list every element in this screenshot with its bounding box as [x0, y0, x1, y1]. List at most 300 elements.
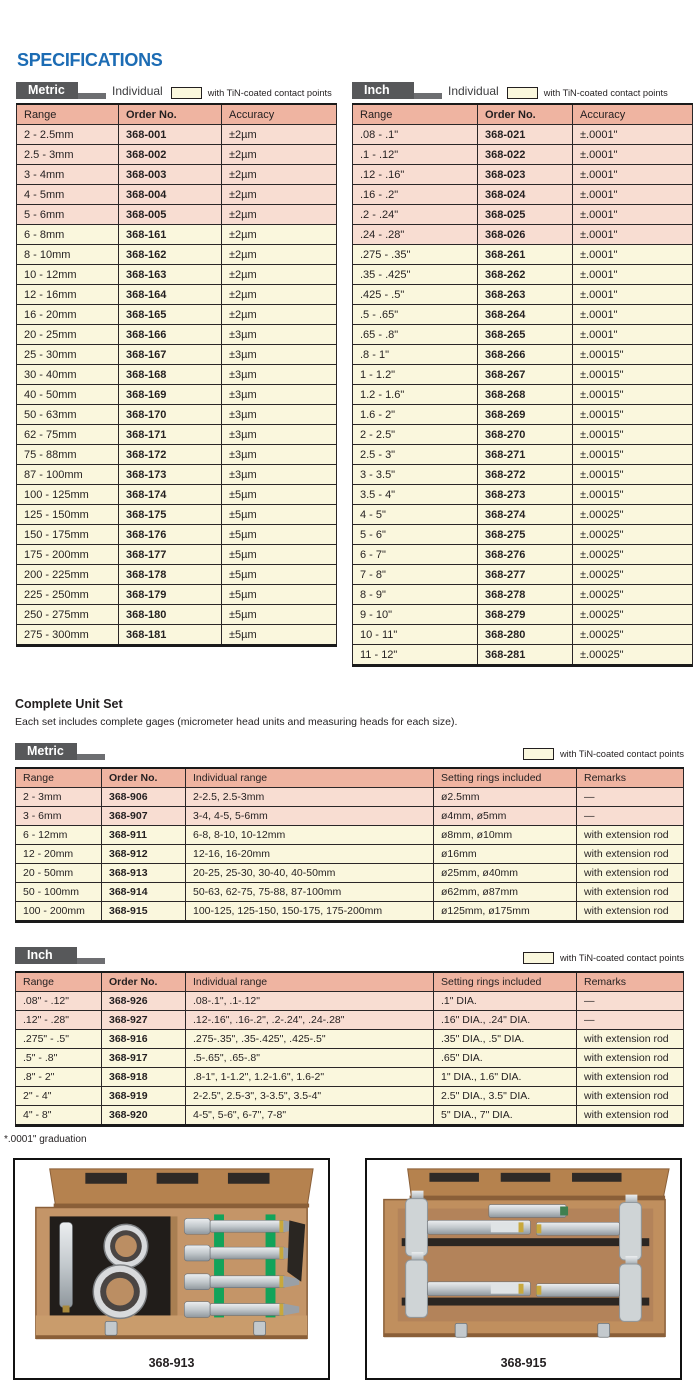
- table-cell: 368-171: [119, 425, 222, 445]
- table-cell: ±.0001": [573, 245, 693, 265]
- page-title: SPECIFICATIONS: [17, 50, 163, 70]
- table-row: [16, 902, 684, 922]
- product-photo-box-368-913: [13, 1158, 330, 1380]
- table-cell: .16" DIA., .24" DIA.: [434, 1011, 577, 1030]
- table-row: [17, 245, 337, 265]
- table-cell: 3 - 3.5": [353, 465, 478, 485]
- table-cell: 368-161: [119, 225, 222, 245]
- product-photo-box-368-915: [365, 1158, 682, 1380]
- tin-legend-label: with TiN-coated contact points: [559, 953, 684, 963]
- column-header: Accuracy: [222, 104, 337, 125]
- table-cell: 12 - 20mm: [16, 845, 102, 864]
- table-cell: 4-5", 5-6", 6-7", 7-8": [186, 1106, 434, 1126]
- table-cell: ±2µm: [222, 185, 337, 205]
- tray-divider: [171, 1216, 178, 1315]
- table-cell: 50 - 100mm: [16, 883, 102, 902]
- table-cell: 368-918: [102, 1068, 186, 1087]
- table-cell: with extension rod: [577, 1030, 684, 1049]
- table-cell: 368-022: [478, 145, 573, 165]
- setting-ring-small: [104, 1224, 148, 1268]
- table-cell: 368-170: [119, 405, 222, 425]
- cus-metric-table: [15, 767, 684, 923]
- table-cell: 100 - 200mm: [16, 902, 102, 922]
- tin-legend: [171, 87, 332, 99]
- table-row: [16, 807, 684, 826]
- table-row: [353, 385, 693, 405]
- table-cell: ±3µm: [222, 365, 337, 385]
- tin-legend: [523, 748, 684, 760]
- table-cell: ±5µm: [222, 585, 337, 605]
- column-header: Setting rings included: [434, 768, 577, 788]
- table-cell: .12" - .28": [16, 1011, 102, 1030]
- table-row: [16, 1106, 684, 1126]
- table-cell: ±3µm: [222, 465, 337, 485]
- table-cell: ±.0001": [573, 305, 693, 325]
- table-row: [16, 864, 684, 883]
- table-cell: 368-002: [119, 145, 222, 165]
- table-cell: ±5µm: [222, 565, 337, 585]
- table-cell: 368-266: [478, 345, 573, 365]
- table-row: [16, 1011, 684, 1030]
- table-cell: 4" - 8": [16, 1106, 102, 1126]
- table-row: [16, 1068, 684, 1087]
- inch-tab: Inch: [15, 947, 77, 964]
- table-row: [16, 845, 684, 864]
- table-cell: 368-172: [119, 445, 222, 465]
- table-cell: 368-920: [102, 1106, 186, 1126]
- table-cell: with extension rod: [577, 1049, 684, 1068]
- column-header: Range: [16, 972, 102, 992]
- column-header: Individual range: [186, 972, 434, 992]
- column-header: Order No.: [102, 768, 186, 788]
- table-row: [17, 585, 337, 605]
- table-cell: 368-906: [102, 788, 186, 807]
- inch-individual-section: [352, 82, 693, 667]
- table-cell: 250 - 275mm: [17, 605, 119, 625]
- table-cell: 3 - 4mm: [17, 165, 119, 185]
- product-label: 368-915: [500, 1356, 547, 1370]
- table-row: [353, 565, 693, 585]
- table-cell: 2.5" DIA., 3.5" DIA.: [434, 1087, 577, 1106]
- table-row: [353, 605, 693, 625]
- column-header: Range: [16, 768, 102, 788]
- table-cell: 368-276: [478, 545, 573, 565]
- cus-metric-header: [15, 743, 684, 760]
- graduation-footnote: *.0001" graduation: [4, 1134, 87, 1145]
- table-cell: 2 - 2.5mm: [17, 125, 119, 145]
- table-header-row: [16, 768, 684, 788]
- table-row: [17, 305, 337, 325]
- table-cell: ø2.5mm: [434, 788, 577, 807]
- table-cell: 6 - 8mm: [17, 225, 119, 245]
- table-cell: 368-268: [478, 385, 573, 405]
- table-cell: 368-175: [119, 505, 222, 525]
- table-row: [353, 545, 693, 565]
- table-cell: ±5µm: [222, 525, 337, 545]
- tin-color-swatch: [523, 952, 554, 964]
- table-cell: .1 - .12": [353, 145, 478, 165]
- table-cell: 50-63, 62-75, 75-88, 87-100mm: [186, 883, 434, 902]
- table-cell: 368-919: [102, 1087, 186, 1106]
- table-cell: 368-917: [102, 1049, 186, 1068]
- table-cell: ±.0001": [573, 165, 693, 185]
- table-cell: ±.00025": [573, 505, 693, 525]
- table-cell: ø125mm, ø175mm: [434, 902, 577, 922]
- table-cell: ±.00015": [573, 405, 693, 425]
- table-cell: ±.0001": [573, 205, 693, 225]
- metric-individual-section: [16, 82, 337, 647]
- table-cell: 16 - 20mm: [17, 305, 119, 325]
- table-cell: .1" DIA.: [434, 992, 577, 1011]
- metric-individual-table: [16, 103, 337, 647]
- table-cell: 275 - 300mm: [17, 625, 119, 646]
- table-cell: 368-916: [102, 1030, 186, 1049]
- table-cell: 11 - 12": [353, 645, 478, 666]
- table-cell: 368-267: [478, 365, 573, 385]
- table-cell: ±2µm: [222, 305, 337, 325]
- table-cell: ±.00015": [573, 365, 693, 385]
- table-cell: 3.5 - 4": [353, 485, 478, 505]
- table-cell: 368-911: [102, 826, 186, 845]
- table-cell: —: [577, 807, 684, 826]
- table-header-row: [16, 972, 684, 992]
- table-cell: ±.0001": [573, 265, 693, 285]
- table-cell: 100 - 125mm: [17, 485, 119, 505]
- section-heading: Complete Unit Set: [15, 697, 123, 711]
- table-cell: .275 - .35": [353, 245, 478, 265]
- table-cell: .2 - .24": [353, 205, 478, 225]
- table-cell: 368-275: [478, 525, 573, 545]
- table-cell: 20-25, 25-30, 30-40, 40-50mm: [186, 864, 434, 883]
- inch-tab: Inch: [352, 82, 414, 99]
- table-row: [353, 165, 693, 185]
- table-cell: 368-181: [119, 625, 222, 646]
- table-cell: 368-001: [119, 125, 222, 145]
- table-row: [17, 445, 337, 465]
- table-cell: .08-.1", .1-.12": [186, 992, 434, 1011]
- table-row: [16, 826, 684, 845]
- table-cell: .5" - .8": [16, 1049, 102, 1068]
- table-row: [16, 788, 684, 807]
- table-cell: 368-173: [119, 465, 222, 485]
- table-cell: .8 - 1": [353, 345, 478, 365]
- column-header: Order No.: [119, 104, 222, 125]
- table-cell: —: [577, 788, 684, 807]
- table-header-row: [353, 104, 693, 125]
- table-cell: 368-165: [119, 305, 222, 325]
- table-cell: .08 - .1": [353, 125, 478, 145]
- table-cell: 6-8, 8-10, 10-12mm: [186, 826, 434, 845]
- tin-legend-label: with TiN-coated contact points: [559, 749, 684, 759]
- individual-label: Individual: [112, 84, 163, 98]
- table-cell: ø62mm, ø87mm: [434, 883, 577, 902]
- inch-individual-table: [352, 103, 693, 667]
- foam-tray: [50, 1216, 171, 1318]
- table-cell: 4 - 5": [353, 505, 478, 525]
- table-cell: 2" - 4": [16, 1087, 102, 1106]
- table-cell: 368-166: [119, 325, 222, 345]
- table-row: [17, 505, 337, 525]
- table-cell: 368-021: [478, 125, 573, 145]
- table-cell: ±3µm: [222, 405, 337, 425]
- table-cell: ±3µm: [222, 325, 337, 345]
- table-cell: .65" DIA.: [434, 1049, 577, 1068]
- column-header: Remarks: [577, 768, 684, 788]
- table-row: [16, 1087, 684, 1106]
- table-row: [353, 285, 693, 305]
- column-header: Setting rings included: [434, 972, 577, 992]
- table-cell: with extension rod: [577, 883, 684, 902]
- table-cell: ±2µm: [222, 265, 337, 285]
- product-label: 368-913: [148, 1356, 195, 1370]
- table-cell: 200 - 225mm: [17, 565, 119, 585]
- column-header: Range: [353, 104, 478, 125]
- table-cell: 30 - 40mm: [17, 365, 119, 385]
- table-cell: .35 - .425": [353, 265, 478, 285]
- table-cell: with extension rod: [577, 1068, 684, 1087]
- table-cell: 87 - 100mm: [17, 465, 119, 485]
- table-cell: 368-261: [478, 245, 573, 265]
- table-cell: ±.00015": [573, 485, 693, 505]
- table-row: [17, 405, 337, 425]
- table-cell: 2-2.5", 2.5-3", 3-3.5", 3.5-4": [186, 1087, 434, 1106]
- table-cell: 8 - 10mm: [17, 245, 119, 265]
- metric-individual-header: [16, 82, 337, 99]
- table-cell: 62 - 75mm: [17, 425, 119, 445]
- table-cell: 9 - 10": [353, 605, 478, 625]
- table-row: [17, 565, 337, 585]
- table-row: [353, 185, 693, 205]
- table-row: [353, 345, 693, 365]
- table-cell: 225 - 250mm: [17, 585, 119, 605]
- metric-tab: Metric: [15, 743, 77, 760]
- table-row: [17, 625, 337, 646]
- table-row: [17, 365, 337, 385]
- table-cell: 368-272: [478, 465, 573, 485]
- table-cell: 1.6 - 2": [353, 405, 478, 425]
- table-cell: 5 - 6mm: [17, 205, 119, 225]
- table-cell: 8 - 9": [353, 585, 478, 605]
- table-row: [353, 225, 693, 245]
- table-row: [353, 585, 693, 605]
- tin-color-swatch: [507, 87, 538, 99]
- table-row: [353, 465, 693, 485]
- table-cell: .275-.35", .35-.425", .425-.5": [186, 1030, 434, 1049]
- table-row: [17, 345, 337, 365]
- table-cell: ±.0001": [573, 125, 693, 145]
- table-cell: ±3µm: [222, 345, 337, 365]
- table-cell: 1" DIA., 1.6" DIA.: [434, 1068, 577, 1087]
- tin-legend: [523, 952, 684, 964]
- table-cell: ±.0001": [573, 185, 693, 205]
- table-row: [17, 285, 337, 305]
- table-cell: 10 - 11": [353, 625, 478, 645]
- table-cell: 368-270: [478, 425, 573, 445]
- table-cell: 368-915: [102, 902, 186, 922]
- table-row: [353, 125, 693, 145]
- table-row: [17, 185, 337, 205]
- table-cell: 368-174: [119, 485, 222, 505]
- table-cell: 368-280: [478, 625, 573, 645]
- table-cell: ø4mm, ø5mm: [434, 807, 577, 826]
- extension-rod: [489, 1205, 568, 1218]
- table-cell: 368-271: [478, 445, 573, 465]
- table-row: [17, 225, 337, 245]
- table-row: [17, 265, 337, 285]
- table-cell: ±2µm: [222, 125, 337, 145]
- table-row: [16, 992, 684, 1011]
- table-cell: 368-269: [478, 405, 573, 425]
- table-row: [353, 245, 693, 265]
- table-cell: ±.00025": [573, 605, 693, 625]
- table-cell: ±.00015": [573, 345, 693, 365]
- table-cell: with extension rod: [577, 1087, 684, 1106]
- tin-legend-label: with TiN-coated contact points: [543, 88, 668, 98]
- table-cell: —: [577, 1011, 684, 1030]
- table-cell: .08" - .12": [16, 992, 102, 1011]
- table-cell: 125 - 150mm: [17, 505, 119, 525]
- table-cell: 368-026: [478, 225, 573, 245]
- table-cell: 368-279: [478, 605, 573, 625]
- table-cell: ±5µm: [222, 545, 337, 565]
- table-cell: 368-023: [478, 165, 573, 185]
- table-cell: 368-003: [119, 165, 222, 185]
- table-row: [17, 605, 337, 625]
- table-row: [17, 385, 337, 405]
- table-cell: ±5µm: [222, 505, 337, 525]
- table-cell: with extension rod: [577, 1106, 684, 1126]
- table-row: [353, 645, 693, 666]
- table-cell: 2.5 - 3mm: [17, 145, 119, 165]
- table-row: [353, 365, 693, 385]
- table-cell: .65 - .8": [353, 325, 478, 345]
- table-row: [17, 325, 337, 345]
- table-cell: 3-4, 4-5, 5-6mm: [186, 807, 434, 826]
- metric-tab: Metric: [16, 82, 78, 99]
- table-cell: 3 - 6mm: [16, 807, 102, 826]
- table-cell: 1.2 - 1.6": [353, 385, 478, 405]
- table-row: [17, 125, 337, 145]
- table-cell: 368-912: [102, 845, 186, 864]
- table-cell: ø16mm: [434, 845, 577, 864]
- table-cell: 12-16, 16-20mm: [186, 845, 434, 864]
- table-cell: ±.0001": [573, 285, 693, 305]
- table-cell: 6 - 12mm: [16, 826, 102, 845]
- table-cell: .12-.16", .16-.2", .2-.24", .24-.28": [186, 1011, 434, 1030]
- table-row: [353, 485, 693, 505]
- column-header: Individual range: [186, 768, 434, 788]
- table-cell: 368-004: [119, 185, 222, 205]
- table-cell: 368-927: [102, 1011, 186, 1030]
- column-header: Range: [17, 104, 119, 125]
- table-row: [353, 325, 693, 345]
- table-row: [353, 145, 693, 165]
- table-cell: 368-162: [119, 245, 222, 265]
- table-cell: 1 - 1.2": [353, 365, 478, 385]
- table-cell: 20 - 50mm: [16, 864, 102, 883]
- table-row: [353, 525, 693, 545]
- table-cell: 368-907: [102, 807, 186, 826]
- table-cell: ±2µm: [222, 285, 337, 305]
- table-cell: 368-177: [119, 545, 222, 565]
- table-cell: .275" - .5": [16, 1030, 102, 1049]
- table-cell: ±.00025": [573, 625, 693, 645]
- table-row: [353, 405, 693, 425]
- table-row: [17, 525, 337, 545]
- table-cell: .425 - .5": [353, 285, 478, 305]
- table-cell: 12 - 16mm: [17, 285, 119, 305]
- table-cell: 5 - 6": [353, 525, 478, 545]
- table-cell: 368-169: [119, 385, 222, 405]
- table-cell: with extension rod: [577, 845, 684, 864]
- table-cell: —: [577, 992, 684, 1011]
- table-cell: 368-024: [478, 185, 573, 205]
- table-row: [353, 445, 693, 465]
- table-row: [353, 425, 693, 445]
- table-cell: 100-125, 125-150, 150-175, 175-200mm: [186, 902, 434, 922]
- table-row: [16, 1030, 684, 1049]
- table-cell: 368-926: [102, 992, 186, 1011]
- table-cell: 4 - 5mm: [17, 185, 119, 205]
- product-photos: [13, 1158, 691, 1380]
- table-cell: 368-274: [478, 505, 573, 525]
- table-cell: .35" DIA., .5" DIA.: [434, 1030, 577, 1049]
- table-cell: with extension rod: [577, 826, 684, 845]
- table-cell: 368-914: [102, 883, 186, 902]
- table-cell: 368-167: [119, 345, 222, 365]
- table-cell: ±3µm: [222, 445, 337, 465]
- table-cell: 368-164: [119, 285, 222, 305]
- extension-rod: [60, 1222, 73, 1307]
- table-header-row: [17, 104, 337, 125]
- table-cell: 368-005: [119, 205, 222, 225]
- table-row: [353, 205, 693, 225]
- table-cell: 368-281: [478, 645, 573, 666]
- complete-unit-set-section: [4, 697, 684, 1145]
- table-cell: 20 - 25mm: [17, 325, 119, 345]
- table-cell: ±.00015": [573, 465, 693, 485]
- table-cell: 368-278: [478, 585, 573, 605]
- table-cell: .5-.65", .65-.8": [186, 1049, 434, 1068]
- table-cell: 2.5 - 3": [353, 445, 478, 465]
- table-row: [17, 425, 337, 445]
- tin-legend: [507, 87, 668, 99]
- table-cell: 2 - 2.5": [353, 425, 478, 445]
- table-cell: ±.00015": [573, 385, 693, 405]
- table-cell: 368-265: [478, 325, 573, 345]
- table-row: [353, 305, 693, 325]
- column-header: Remarks: [577, 972, 684, 992]
- table-cell: 6 - 7": [353, 545, 478, 565]
- table-cell: ±.00025": [573, 545, 693, 565]
- table-row: [16, 1049, 684, 1068]
- table-cell: 75 - 88mm: [17, 445, 119, 465]
- table-cell: ±2µm: [222, 225, 337, 245]
- table-cell: 150 - 175mm: [17, 525, 119, 545]
- table-row: [17, 465, 337, 485]
- table-cell: 25 - 30mm: [17, 345, 119, 365]
- table-cell: 368-277: [478, 565, 573, 585]
- table-cell: ±.00025": [573, 645, 693, 666]
- table-cell: 368-263: [478, 285, 573, 305]
- table-cell: 7 - 8": [353, 565, 478, 585]
- table-cell: 5" DIA., 7" DIA.: [434, 1106, 577, 1126]
- table-cell: 368-273: [478, 485, 573, 505]
- table-cell: 2 - 3mm: [16, 788, 102, 807]
- table-cell: ±.00015": [573, 445, 693, 465]
- table-cell: .8" - 2": [16, 1068, 102, 1087]
- table-cell: .24 - .28": [353, 225, 478, 245]
